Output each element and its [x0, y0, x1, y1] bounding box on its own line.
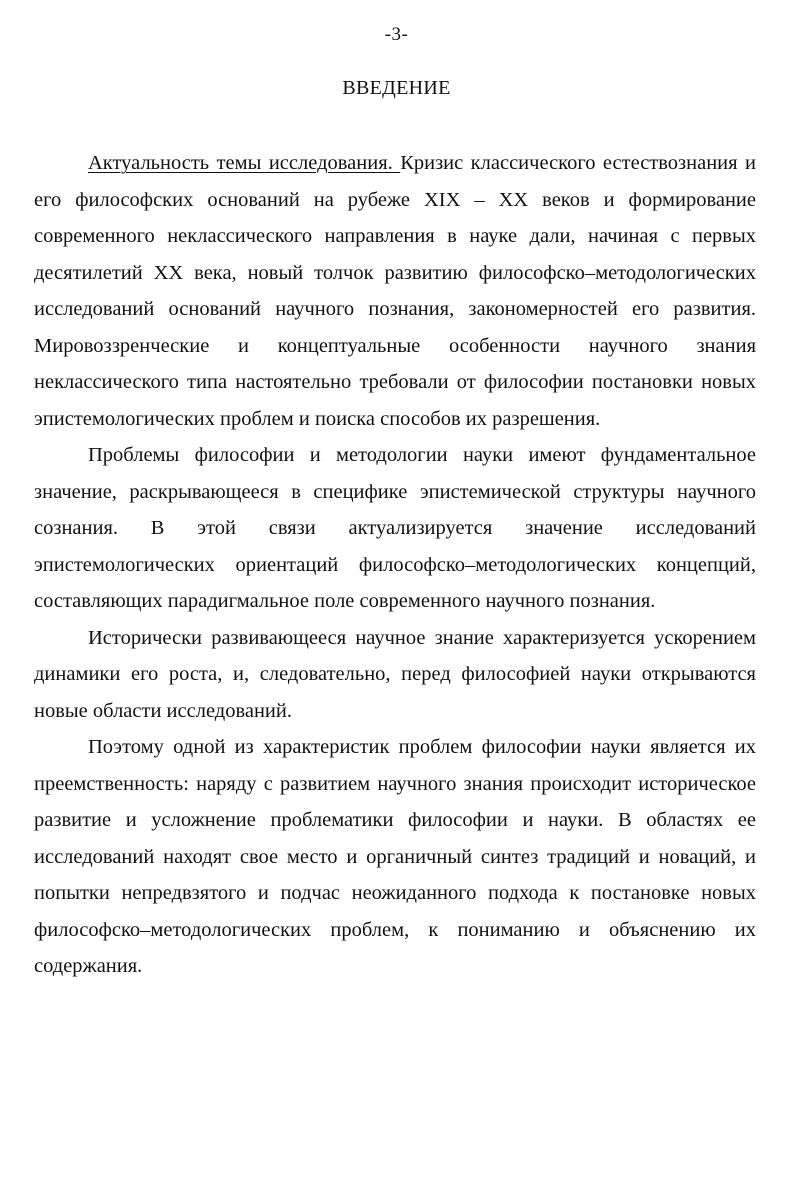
page-number: -3- [384, 24, 409, 45]
paragraph-text: Кризис классического естествознания и его философских оснований на рубеже XIX – XX веков и формирование современного неклассического направления в науке дали, начиная с первых десятилетий XX века, новый толчок развитию философско–методологических исследований оснований научного познания, закономерностей его развития. Мировоззренческие и концептуальные особенности научного знания неклассического типа настоятельно требовали от философии постановки новых эпистемологических проблем и поиска способов их разрешения. [34, 152, 756, 430]
relevance-lead: Актуальность темы исследования. [88, 152, 401, 174]
section-heading: ВВЕДЕНИЕ [342, 77, 451, 99]
paragraph-continuity: Поэтому одной из характеристик проблем философии науки является их преемственность: наряду с развитием научного знания происходит историческое развитие и усложнение проблематики философии и науки. В областях ее исследований находят свое место и органичный синтез традиций и новаций, и попытки непредвзятого и подчас неожиданного подхода к постановке новых философско–методологических проблем, к пониманию и объяснению их содержания. [34, 736, 756, 977]
paragraph-history: Исторически развивающееся научное знание характеризуется ускорением динамики его роста, и, следовательно, перед философией науки открываются новые области исследований. [34, 626, 756, 722]
paragraph-problems: Проблемы философии и методологии науки имеют фундаментальное значение, раскрывающееся в специфике эпистемической структуры научного сознания. В этой связи актуализируется значение исследований эпистемологических ориентаций философско–методологических концепций, составляющих парадигмальное поле современного научного познания. [34, 444, 756, 612]
paragraph-relevance [34, 145, 756, 437]
body-text [34, 145, 756, 985]
